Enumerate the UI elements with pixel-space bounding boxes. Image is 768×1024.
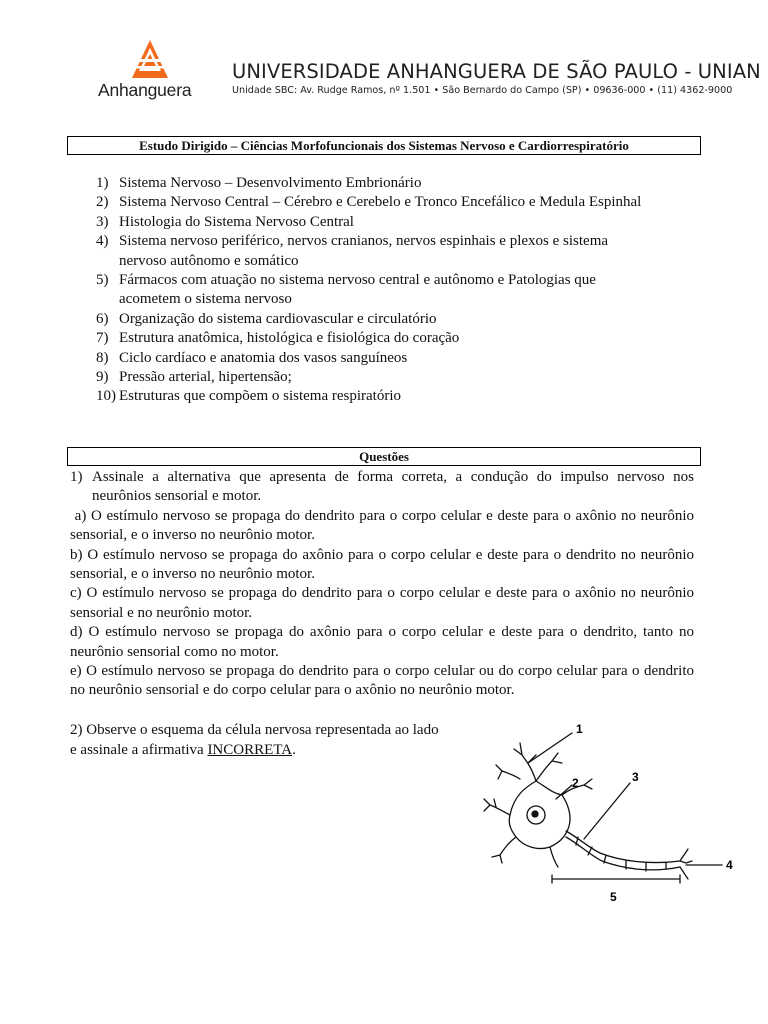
page-header: [0, 0, 768, 110]
question-1-option-b: b) O estímulo nervoso se propaga do axônio para o corpo celular e deste para o dendrito no neurônio sensorial, e o inverso no neurônio motor.: [70, 546, 694, 583]
list-item: 2) Sistema Nervoso Central – Cérebro e Cerebelo e Tronco Encefálico e Medula Espinhal: [96, 194, 642, 211]
question-1: [70, 468, 698, 701]
list-item: 5) Fármacos com atuação no sistema nervoso central e autônomo e Patologias que acometem o sistema nervoso: [96, 272, 596, 308]
question-1-stem: 1) Assinale a alternativa que apresenta de forma correta, a condução do impulso nervoso nos neurônios sensorial e motor.: [70, 469, 694, 505]
label-1: 1: [576, 722, 583, 736]
list-item: 1) Sistema Nervoso – Desenvolvimento Embrionário: [96, 175, 422, 191]
list-item: 9) Pressão arterial, hipertensão;: [96, 369, 292, 386]
label-4: 4: [726, 858, 733, 872]
label-2: 2: [572, 776, 579, 790]
neuron-diagram: [480, 715, 750, 915]
logo-triangle-icon: [130, 38, 170, 82]
anhanguera-logo: [98, 38, 202, 104]
logo-text: Anhanguera: [98, 80, 192, 100]
university-name: UNIVERSIDADE ANHANGUERA DE SÃO PAULO - UNIAN: [232, 60, 761, 83]
list-item: 7) Estrutura anatômica, histológica e fisiológica do coração: [96, 330, 460, 347]
university-address: Unidade SBC: Av. Rudge Ramos, nº 1.501 • São Bernardo do Campo (SP) • 09636-000 • (11) 4362-9000: [232, 85, 733, 96]
question-1-option-c: c) O estímulo nervoso se propaga do dendrito para o corpo celular e deste para o axônio no neurônio sensorial e no neurônio motor.: [70, 585, 694, 621]
list-item: 3) Histologia do Sistema Nervoso Central: [96, 213, 354, 230]
topics-list: [96, 174, 656, 407]
list-item: 6) Organização do sistema cardiovascular e circulatório: [96, 310, 437, 327]
list-item: 10) Estruturas que compõem o sistema respiratório: [96, 388, 402, 405]
label-3: 3: [632, 770, 639, 784]
question-2-line-2: e assinale a afirmativa INCORRETA.: [70, 742, 296, 758]
cell-body: [509, 781, 570, 849]
incorreta-emphasis: INCORRETA: [207, 742, 293, 758]
question-1-option-a: a) O estímulo nervoso se propaga do dendrito para o corpo celular e deste para o axônio no neurônio sensorial, e o inverso no neurônio motor.: [70, 507, 698, 544]
question-1-option-e: e) O estímulo nervoso se propaga do dendrito para o corpo celular ou do corpo celular para o dendrito no neurônio sensorial e do corpo celular para o axônio no neurônio motor.: [70, 663, 694, 699]
question-1-option-d: d) O estímulo nervoso se propaga do axônio para o corpo celular e deste para o dendrito, tanto no neurônio sensorial como no motor.: [70, 624, 694, 660]
list-item: 8) Ciclo cardíaco e anatomia dos vasos sanguíneos: [96, 349, 408, 366]
label-5: 5: [610, 890, 617, 904]
question-2-line-1: 2) Observe o esquema da célula nervosa representada ao lado: [70, 722, 439, 738]
axon: [566, 831, 680, 863]
document-title: Estudo Dirigido – Ciências Morfofuncionais dos Sistemas Nervoso e Cardiorrespiratório: [67, 136, 701, 155]
question-2: [70, 720, 480, 760]
list-item: 4) Sistema nervoso periférico, nervos cranianos, nervos espinhais e plexos e sistema nervoso autônomo e somático: [96, 233, 609, 269]
questoes-heading: Questões: [67, 447, 701, 466]
